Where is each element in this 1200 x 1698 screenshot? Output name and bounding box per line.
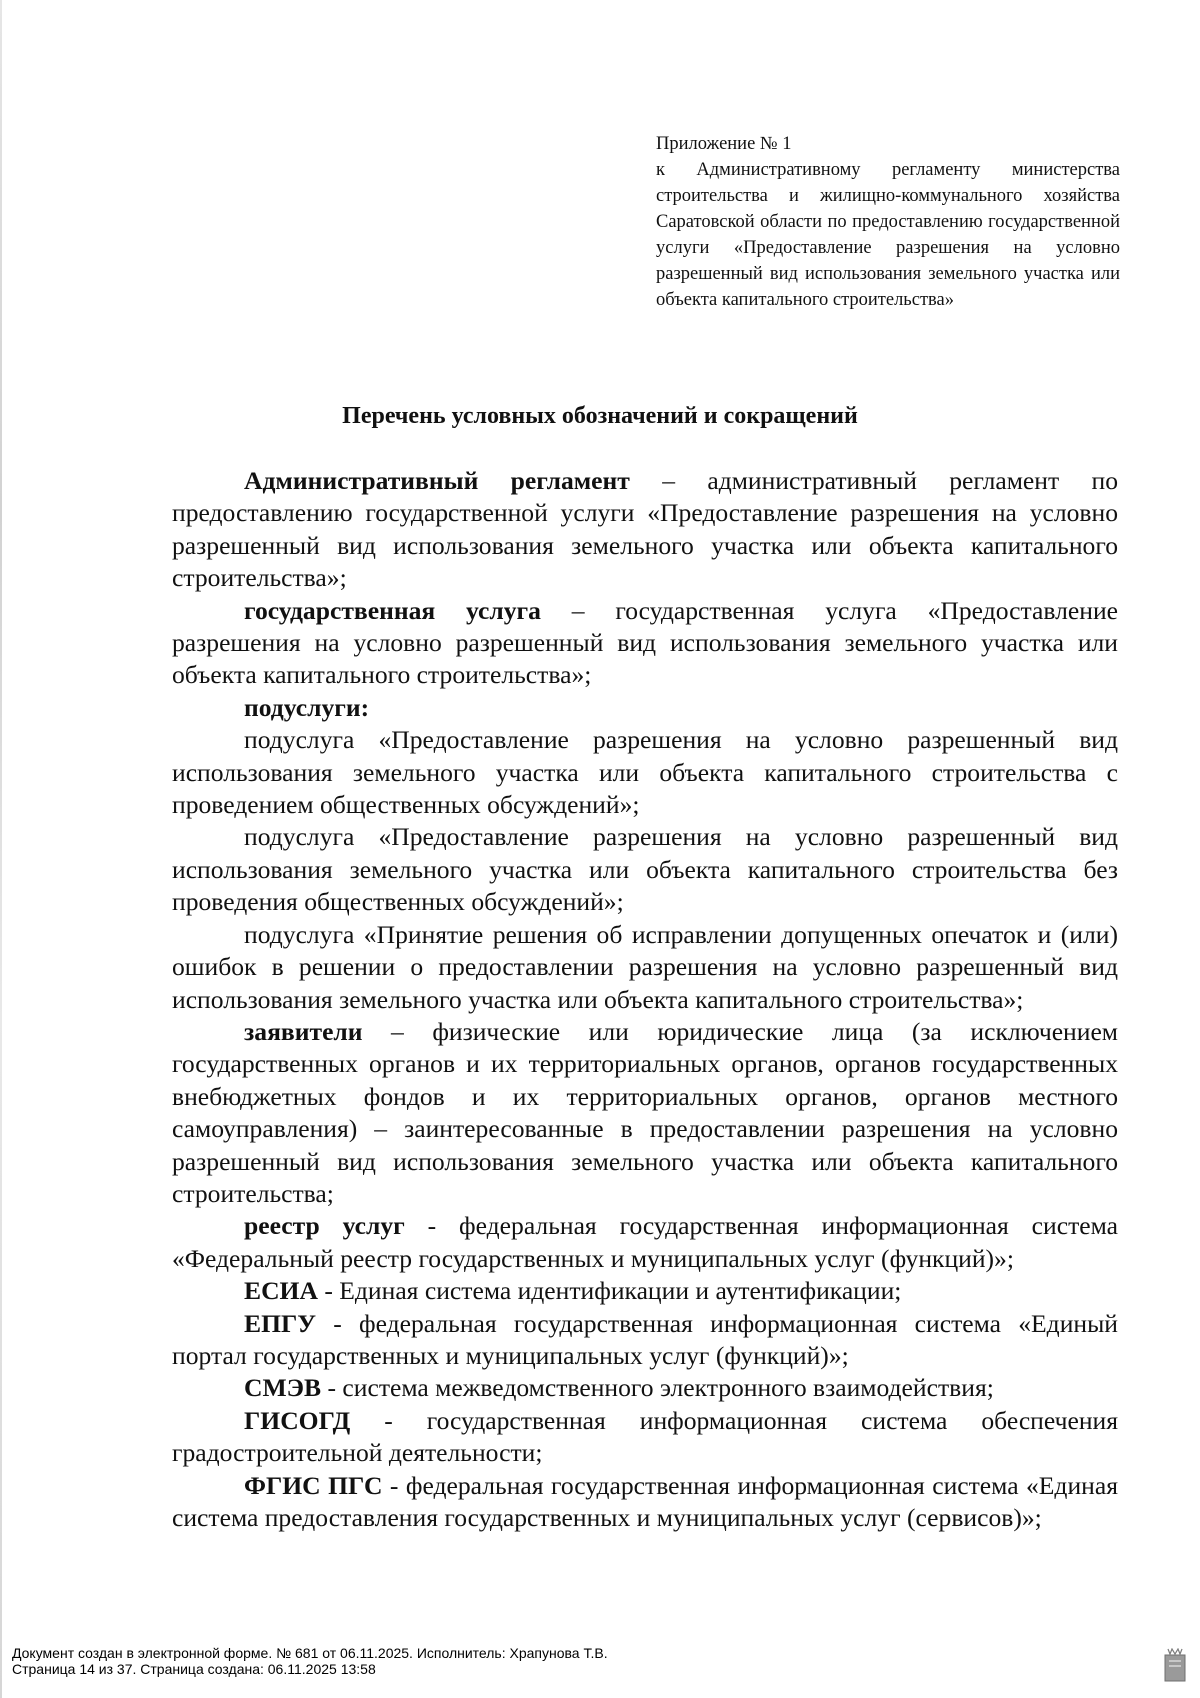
definition-text: подуслуга «Предоставление разрешения на условно разрешенный вид использования земельного участка или объекта капитального строительства без проведения общественных обсуждений»; (172, 822, 1118, 917)
definition-term: заявители (244, 1016, 363, 1046)
definition-paragraph (172, 595, 1118, 692)
definition-text: подуслуга «Предоставление разрешения на условно разрешенный вид использования земельного участка или объекта капитального строительства с проведением общественных обсуждений»; (172, 725, 1118, 820)
definition-term: подуслуги: (244, 692, 370, 722)
appendix-block (656, 131, 1120, 313)
definition-text: - федеральная государственная информационная система «Федеральный реестр государственных и муниципальных услуг (функций)»; (172, 1211, 1118, 1273)
definition-text: - государственная информационная система обеспечения градостроительной деятельности; (172, 1405, 1118, 1468)
definition-paragraph (172, 724, 1118, 821)
definition-text: – физические или юридические лица (за исключением государственных органов и их территориальных органов, органов государственных внебюджетных фондов и их территориальных органов, органов местного самоуправления) – заинтересованные в предоставлении разрешения на условно разрешенный вид использования земельного участка или объекта капитального строительства; (172, 1016, 1118, 1208)
footer-document-info: Документ создан в электронной форме. № 681 от 06.11.2025. Исполнитель: Храпунова Т.В. (12, 1645, 608, 1661)
definition-paragraph (172, 465, 1118, 595)
definition-paragraph (172, 1210, 1118, 1275)
definition-term: СМЭВ (244, 1373, 322, 1403)
definition-text: - Единая система идентификации и аутентификации; (317, 1276, 902, 1306)
definition-text: – государственная услуга «Предоставление разрешения на условно разрешенный вид использования земельного участка или объекта капитального строительства»; (172, 595, 1119, 690)
definition-term: Административный регламент (244, 466, 630, 495)
definitions-list (172, 465, 1118, 1534)
definition-paragraph (172, 1372, 1118, 1404)
definition-text: – административный регламент по предоставлению государственной услуги «Предоставление разрешения на условно разрешенный вид использования земельного участка или объекта капитального строительства»; (172, 466, 1118, 593)
definition-term: реестр услуг (244, 1211, 405, 1241)
definition-text: - система межведомственного электронного взаимодействия; (321, 1373, 994, 1403)
definition-text: подуслуга «Принятие решения об исправлении допущенных опечаток и (или) ошибок в решении о предоставлении разрешения на условно разрешенный вид использования земельного участка или объекта капитального строительства»; (172, 919, 1118, 1014)
definition-term: государственная услуга (244, 595, 541, 625)
definition-term: ФГИС ПГС (244, 1470, 383, 1500)
definition-term: ГИСОГД (244, 1405, 351, 1435)
definition-paragraph (172, 692, 1118, 724)
electronic-document-footer (12, 1645, 1112, 1677)
definition-paragraph (172, 821, 1118, 918)
definition-paragraph (172, 1405, 1118, 1470)
scan-edge (0, 0, 2, 1698)
definition-paragraph (172, 1470, 1118, 1535)
document-seal-icon (1164, 1648, 1186, 1682)
definition-term: ЕПГУ (244, 1308, 317, 1338)
definition-paragraph (172, 1016, 1118, 1210)
document-title: Перечень условных обозначений и сокращений (342, 403, 858, 429)
definition-term: ЕСИА (244, 1276, 318, 1306)
definition-text: - федеральная государственная информационная система «Единый портал государственных и муниципальных услуг (функций)»; (172, 1308, 1118, 1370)
definition-paragraph (172, 1275, 1118, 1307)
appendix-title: Приложение № 1 (656, 134, 792, 154)
definition-paragraph (172, 1308, 1118, 1373)
definition-paragraph (172, 919, 1118, 1016)
appendix-text: к Административному регламенту министерства строительства и жилищно-коммунального хозяйства Саратовской области по предоставлению государственной услуги «Предоставление разрешения на условно разрешенный вид использования земельного участка или объекта капитального строительства» (656, 160, 1120, 310)
footer-page-info: Страница 14 из 37. Страница создана: 06.11.2025 13:58 (12, 1661, 376, 1677)
definition-text: - федеральная государственная информационная система «Единая система предоставления государственных и муниципальных услуг (сервисов)»; (172, 1470, 1118, 1532)
